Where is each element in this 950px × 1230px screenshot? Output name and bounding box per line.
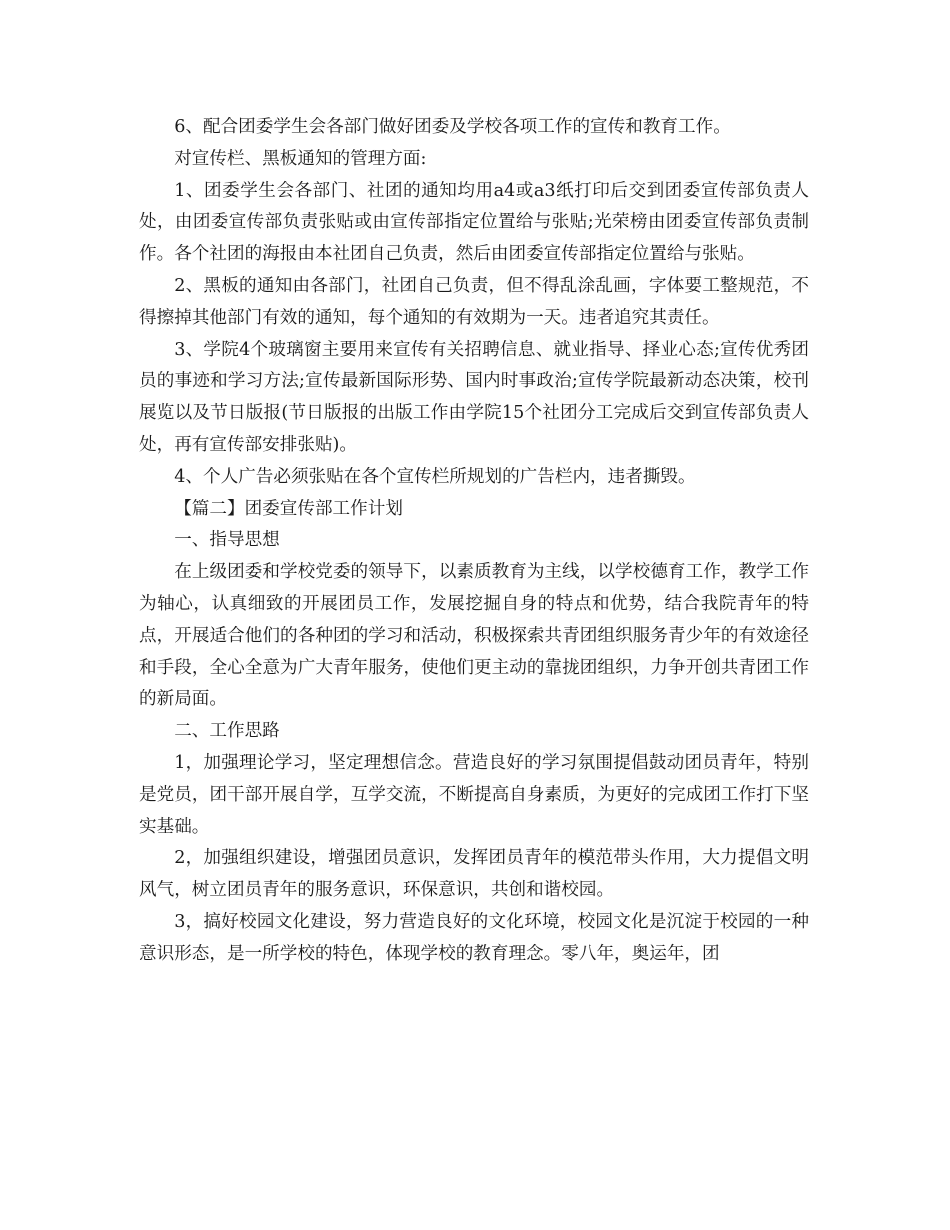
paragraph-approach-1: 1，加强理论学习，坚定理想信念。营造良好的学习氛围提倡鼓动团员青年，特别是党员，团干部开展自学，互学交流，不断提高自身素质，为更好的完成团工作打下坚实基础。 — [139, 752, 809, 837]
paragraph-item-6: 6、配合团委学生会各部门做好团委及学校各项工作的宣传和教育工作。 — [174, 117, 731, 137]
document-body — [139, 112, 809, 971]
paragraph-guiding-ideology: 在上级团委和学校党委的领导下，以素质教育为主线，以学校德育工作，教学工作为轴心，认真细致的开展团员工作，发展挖掘自身的特点和优势，结合我院青年的特点，开展适合他们的各种团的学习和活动，积极探索共青团组织服务青少年的有效途径和手段，全心全意为广大青年服务，使他们更主动的靠拢团组织，力争开创共青团工作的新局面。 — [139, 562, 809, 710]
chapter-title-part-two: 【篇二】团委宣传部工作计划 — [174, 498, 403, 519]
section-heading-guiding-ideology: 一、指导思想 — [174, 530, 280, 551]
paragraph-item-4-ads: 4、个人广告必须张贴在各个宣传栏所规划的广告栏内，违者撕毁。 — [174, 466, 696, 487]
section-heading-work-approach: 二、工作思路 — [174, 721, 280, 742]
paragraph-approach-2: 2，加强组织建设，增强团员意识，发挥团员青年的模范带头作用，大力提倡文明风气，树立团员青年的服务意识，环保意识，共创和谐校园。 — [139, 848, 809, 901]
paragraph-item-2-blackboard: 2、黑板的通知由各部门，社团自己负责，但不得乱涂乱画，字体要工整规范，不得擦掉其他部门有效的通知，每个通知的有效期为一天。违者追究其责任。 — [139, 275, 809, 328]
paragraph-item-3-windows: 3、学院4个玻璃窗主要用来宣传有关招聘信息、就业指导、择业心态;宣传优秀团员的事迹和学习方法;宣传最新国际形势、国内时事政治;宣传学院最新动态决策，校刊展览以及节日版报(节日版报的出版工作由学院15个社团分工完成后交到宣传部负责人处，再有宣传部安排张贴)。 — [139, 339, 809, 455]
section-subheading-bulletin-management: 对宣传栏、黑板通知的管理方面: — [174, 148, 427, 169]
paragraph-approach-3: 3，搞好校园文化建设，努力营造良好的文化环境，校园文化是沉淀于校园的一种意识形态，是一所学校的特色，体现学校的教育理念。零八年，奥运年，团 — [139, 911, 809, 964]
paragraph-item-1-notices: 1、团委学生会各部门、社团的通知均用a4或a3纸打印后交到团委宣传部负责人处，由团委宣传部负责张贴或由宣传部指定位置给与张贴;光荣榜由团委宣传部负责制作。各个社团的海报由本社团自己负责，然后由团委宣传部指定位置给与张贴。 — [139, 180, 809, 265]
